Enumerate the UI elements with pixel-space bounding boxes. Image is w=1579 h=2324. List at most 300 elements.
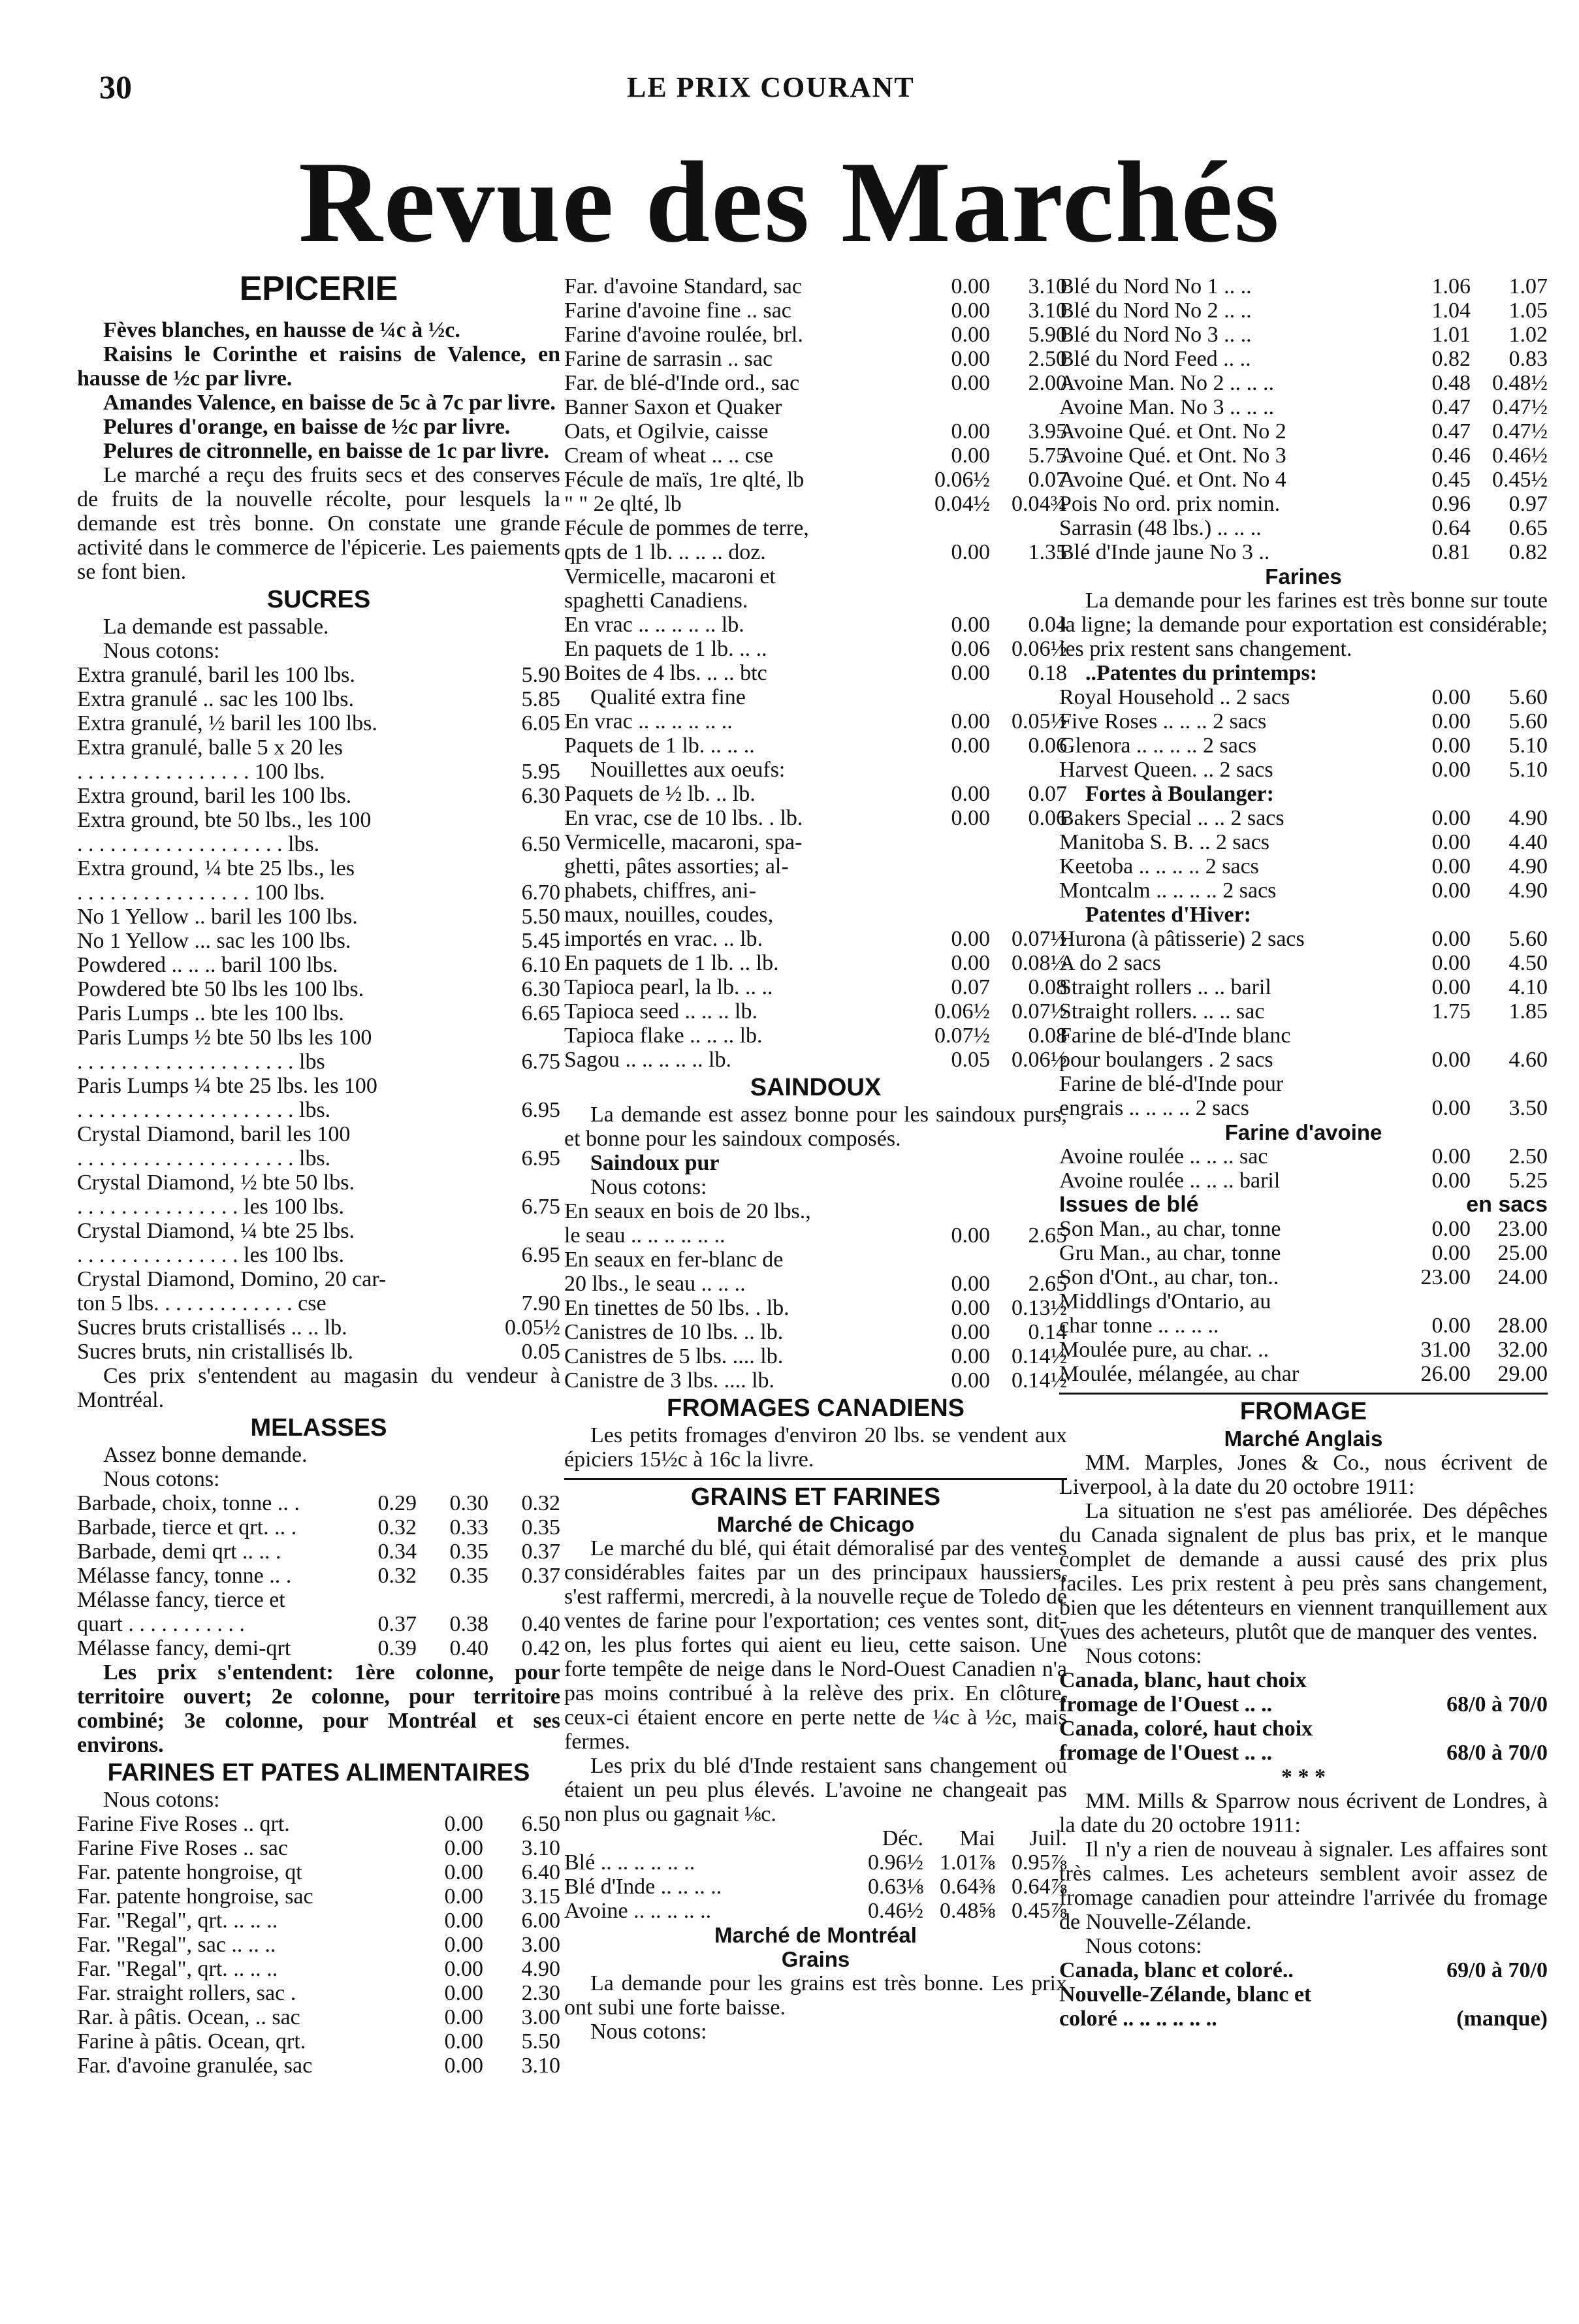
- price-range: [1378, 1982, 1548, 2007]
- price-value: 6.30: [521, 784, 560, 808]
- price-col-2: Mai: [959, 1826, 995, 1850]
- item-label: En seaux en bois de 20 lbs.,: [564, 1199, 811, 1223]
- price-row: [1059, 1982, 1548, 2007]
- price-col-1: Déc.: [882, 1826, 923, 1850]
- paragraph-text: Raisins le Corinthe et raisins de Valence, en hausse de ½c par livre.: [77, 342, 560, 391]
- price-high: 1.85: [1508, 999, 1548, 1024]
- paragraph-text: Fèves blanches, en hausse de ¼c à ½c.: [103, 318, 460, 342]
- item-label: Fécule de maïs, 1re qlté, lb: [564, 468, 805, 492]
- price-row: [1059, 1289, 1548, 1314]
- item-label: Blé du Nord Feed .. ..: [1059, 347, 1251, 371]
- price-high: 5.60: [1508, 927, 1548, 951]
- price-row: [564, 1248, 1067, 1272]
- price-row: [564, 395, 1067, 419]
- item-label: No 1 Yellow ... sac les 100 lbs.: [77, 929, 351, 953]
- item-label: Mélasse fancy, tonne .. .: [77, 1564, 292, 1588]
- price-row: [1059, 830, 1548, 854]
- price-row: [1059, 1144, 1548, 1169]
- price-col-2: 0.35: [449, 1540, 488, 1564]
- price-low: 0.00: [1431, 1169, 1471, 1193]
- price-col-3: 0.32: [521, 1491, 560, 1515]
- price-low: 0.00: [951, 299, 990, 323]
- price-row: [1059, 1958, 1548, 1982]
- item-label: Paris Lumps ½ bte 50 lbs les 100: [77, 1025, 372, 1050]
- price-row: [1059, 1217, 1548, 1241]
- item-label: Canistres de 5 lbs. .... lb.: [564, 1344, 784, 1368]
- price-high: [990, 854, 1067, 879]
- paragraph: [564, 1536, 1067, 1826]
- price-low: 0.00: [951, 323, 990, 347]
- section-heading: MELASSES: [250, 1414, 387, 1442]
- price-high: 1.07: [1508, 274, 1548, 299]
- paragraph-text: La demande est passable.: [103, 615, 329, 639]
- price-row: [1059, 951, 1548, 975]
- price-low: 0.00: [444, 1981, 483, 2005]
- price-low: [913, 395, 990, 419]
- price-row: [564, 879, 1067, 903]
- price-row: [1059, 323, 1548, 347]
- price-low: 0.46: [1431, 444, 1471, 468]
- item-label: Powdered bte 50 lbs les 100 lbs.: [77, 977, 364, 1001]
- price-col-1: 0.32: [377, 1515, 417, 1540]
- price-col-2: 0.30: [449, 1491, 488, 1515]
- price-value: 6.75: [521, 1195, 560, 1219]
- price-low: 0.47: [1431, 395, 1471, 419]
- price-low: 0.64: [1431, 516, 1471, 540]
- price-high: 1.02: [1508, 323, 1548, 347]
- price-row: [564, 468, 1067, 492]
- item-label: Vermicelle, macaroni, spa-: [564, 830, 803, 854]
- paragraph-text: Les prix du blé d'Inde restaient sans changement ou étaient un peu plus élevés. L'avoine ne changeait pas non plus ou gagnait ⅛c.: [564, 1754, 1067, 1826]
- price-row: [564, 419, 1067, 444]
- price-low: 0.47: [1431, 419, 1471, 444]
- item-label: le seau .. .. .. .. .. ..: [564, 1223, 726, 1248]
- item-label: Extra ground, bte 50 lbs., les 100: [77, 808, 372, 832]
- item-label: Crystal Diamond, baril les 100: [77, 1122, 351, 1146]
- price-row: [1059, 1362, 1548, 1386]
- price-low: 1.01: [1431, 323, 1471, 347]
- column-2: [564, 274, 1067, 2044]
- price-row: [77, 1636, 560, 1660]
- price-low: 0.00: [1431, 879, 1471, 903]
- price-high: 1.35: [1028, 540, 1067, 564]
- item-label: ghetti, pâtes assorties; al-: [564, 854, 789, 879]
- price-row: [1059, 709, 1548, 734]
- item-label: En vrac .. .. .. .. .. ..: [564, 709, 733, 734]
- price-row: [1059, 274, 1548, 299]
- price-high: 4.50: [1508, 951, 1548, 975]
- paragraph-text: Les petits fromages d'environ 20 lbs. se vendent aux épiciers 15½c à 16c la livre.: [564, 1423, 1067, 1472]
- price-high: 0.13½: [1012, 1296, 1067, 1320]
- price-value: [488, 735, 560, 760]
- paragraph-text: MM. Mills & Sparrow nous écrivent de Londres, à la date du 20 octobre 1911:: [1059, 1789, 1548, 1837]
- item-label: Blé .. .. .. .. .. ..: [564, 1850, 695, 1875]
- price-row: [1059, 347, 1548, 371]
- price-value: 6.75: [521, 1050, 560, 1074]
- price-col-2: 1.01⅞: [940, 1850, 995, 1875]
- item-label: Far. de blé-d'Inde ord., sac: [564, 371, 800, 395]
- price-header: [1059, 1193, 1548, 1217]
- price-row: [1059, 516, 1548, 540]
- price-value: 5.90: [521, 663, 560, 687]
- price-value: 5.45: [521, 929, 560, 953]
- paragraph-text: La demande pour les farines est très bonne sur toute la ligne; la demande pour exportation est considérable; les prix restent sans changement.: [1059, 589, 1548, 661]
- price-row: [1059, 1314, 1548, 1338]
- price-high: 2.65: [1028, 1272, 1067, 1296]
- item-label: Oats, et Ogilvie, caisse: [564, 419, 769, 444]
- item-label: En paquets de 1 lb. .. ..: [564, 637, 767, 661]
- price-low: 0.96: [1431, 492, 1471, 516]
- price-low: 0.00: [951, 734, 990, 758]
- paragraph: [77, 318, 560, 463]
- price-low: [913, 564, 990, 589]
- item-label: Paris Lumps ¼ bte 25 lbs. les 100: [77, 1074, 377, 1098]
- price-value: [488, 856, 560, 880]
- price-row: [77, 1195, 560, 1219]
- price-high: 5.10: [1508, 734, 1548, 758]
- column-1: [77, 270, 560, 2078]
- price-range: [1378, 1717, 1548, 1741]
- price-row: [77, 1050, 560, 1074]
- item-label: Paquets de 1 lb. .. .. ..: [564, 734, 755, 758]
- price-row: [77, 784, 560, 808]
- price-low: 0.07: [951, 975, 990, 999]
- item-label: . . . . . . . . . . . . . . . . . . . . lbs: [77, 1050, 325, 1074]
- item-label: Crystal Diamond, ½ bte 50 lbs.: [77, 1170, 355, 1195]
- item-label: Blé d'Inde .. .. .. ..: [564, 1875, 722, 1899]
- price-high: 4.60: [1508, 1048, 1548, 1072]
- item-label: En vrac .. .. .. .. .. lb.: [564, 613, 744, 637]
- item-label: phabets, chiffres, ani-: [564, 879, 756, 903]
- price-low: 0.48: [1431, 371, 1471, 395]
- item-label: Avoine roulée .. .. .. baril: [1059, 1169, 1281, 1193]
- price-value: [488, 1122, 560, 1146]
- running-head: LE PRIX COURANT: [627, 71, 915, 103]
- price-high: 29.00: [1497, 1362, 1548, 1386]
- price-low: 0.00: [444, 1812, 483, 1836]
- item-label: Tapioca flake .. .. .. lb.: [564, 1024, 763, 1048]
- item-label: qpts de 1 lb. .. .. .. doz.: [564, 540, 766, 564]
- price-row: [77, 1860, 560, 1884]
- price-row: [564, 782, 1067, 806]
- price-high: [1471, 1072, 1548, 1096]
- price-low: [913, 879, 990, 903]
- item-label: Avoine Qué. et Ont. No 4: [1059, 468, 1286, 492]
- price-header-label: Issues de blé: [1059, 1192, 1199, 1217]
- price-row: [77, 1146, 560, 1170]
- price-high: 5.60: [1508, 685, 1548, 709]
- price-low: 0.00: [1431, 1241, 1471, 1265]
- price-high: 25.00: [1497, 1241, 1548, 1265]
- price-row: [564, 806, 1067, 830]
- price-high: 0.14: [1028, 1320, 1067, 1344]
- list-label: Nous cotons:: [1085, 1934, 1202, 1958]
- price-row: [77, 687, 560, 711]
- price-high: [990, 1199, 1067, 1223]
- price-row: [77, 1267, 560, 1291]
- separator-stars: * * *: [1281, 1765, 1326, 1789]
- price-high: [990, 516, 1067, 540]
- item-label: " " 2e qlté, lb: [564, 492, 682, 516]
- price-value: 6.30: [521, 977, 560, 1001]
- price-row: [77, 832, 560, 856]
- item-label: Farine Five Roses .. sac: [77, 1836, 288, 1860]
- price-row: [1059, 468, 1548, 492]
- price-low: 0.00: [1431, 951, 1471, 975]
- price-row: [77, 1219, 560, 1243]
- price-row: [77, 1170, 560, 1195]
- price-row: [77, 735, 560, 760]
- price-high: [990, 395, 1067, 419]
- price-row: [1059, 927, 1548, 951]
- price-value: [488, 1170, 560, 1195]
- price-high: 5.90: [1028, 323, 1067, 347]
- item-label: Mélasse fancy, tierce et: [77, 1588, 285, 1612]
- price-row: [77, 1812, 560, 1836]
- price-col-3: [488, 1588, 560, 1612]
- price-low: 0.00: [1431, 854, 1471, 879]
- price-row: [1059, 1169, 1548, 1193]
- price-row: [564, 1048, 1067, 1072]
- price-low: 0.00: [951, 371, 990, 395]
- price-low: 0.00: [951, 540, 990, 564]
- price-row: [1059, 975, 1548, 999]
- item-label: Vermicelle, macaroni et: [564, 564, 776, 589]
- price-low: 0.00: [1431, 975, 1471, 999]
- price-row: [77, 2005, 560, 2029]
- item-label: Far. patente hongroise, qt: [77, 1860, 302, 1884]
- price-row: [564, 1223, 1067, 1248]
- price-value: 0.05½: [505, 1315, 560, 1340]
- item-label: Extra ground, ¼ bte 25 lbs., les: [77, 856, 355, 880]
- price-row: [564, 1850, 1067, 1875]
- price-high: [990, 830, 1067, 854]
- price-row: [564, 564, 1067, 589]
- list-label: Nous cotons:: [103, 1788, 220, 1812]
- price-row: [1059, 299, 1548, 323]
- price-row: [1059, 444, 1548, 468]
- item-label: Sucres bruts, nin cristallisés lb.: [77, 1340, 354, 1364]
- price-row: [1059, 395, 1548, 419]
- price-row: [77, 1981, 560, 2005]
- price-col-1: 0.39: [377, 1636, 417, 1660]
- price-high: 2.30: [521, 1981, 560, 2005]
- price-high: 4.10: [1508, 975, 1548, 999]
- price-low: 0.04½: [934, 492, 990, 516]
- price-high: 0.05½: [1012, 709, 1067, 734]
- item-label: Son d'Ont., au char, ton..: [1059, 1265, 1279, 1289]
- price-high: 3.10: [1028, 299, 1067, 323]
- item-label: Fécule de pommes de terre,: [564, 516, 809, 540]
- price-row: [564, 854, 1067, 879]
- item-label: . . . . . . . . . . . . . . . . . . . . lbs.: [77, 1146, 331, 1170]
- price-high: [1471, 1289, 1548, 1314]
- price-low: 0.00: [1431, 927, 1471, 951]
- price-low: [913, 516, 990, 540]
- item-label: Far. "Regal", qrt. .. .. ..: [77, 1909, 278, 1933]
- price-value: 5.85: [521, 687, 560, 711]
- item-label: quart . . . . . . . . . . .: [77, 1612, 245, 1636]
- price-row: [77, 1909, 560, 1933]
- item-label: Cream of wheat .. .. cse: [564, 444, 774, 468]
- price-row: [564, 613, 1067, 637]
- item-label: Sarrasin (48 lbs.) .. .. ..: [1059, 516, 1262, 540]
- item-label: engrais .. .. .. .. 2 sacs: [1059, 1096, 1249, 1120]
- price-row: [564, 1199, 1067, 1223]
- price-high: 3.00: [521, 1933, 560, 1957]
- price-row: [77, 1540, 560, 1564]
- item-label: Extra granulé .. sac les 100 lbs.: [77, 687, 354, 711]
- item-label: Far. patente hongroise, sac: [77, 1884, 313, 1909]
- item-label: Farine de blé-d'Inde blanc: [1059, 1024, 1291, 1048]
- item-label: pour boulangers . 2 sacs: [1059, 1048, 1273, 1072]
- price-high: 0.48½: [1492, 371, 1548, 395]
- item-label: Straight rollers. .. .. sac: [1059, 999, 1265, 1024]
- price-row: [77, 856, 560, 880]
- item-label: Farine d'avoine roulée, brl.: [564, 323, 803, 347]
- item-label: Far. "Regal", qrt. .. .. ..: [77, 1957, 278, 1981]
- price-row: [1059, 1668, 1548, 1692]
- price-low: 0.00: [951, 709, 990, 734]
- price-high: 0.06: [1028, 806, 1067, 830]
- price-high: 0.06½: [1012, 637, 1067, 661]
- item-label: Avoine Qué. et Ont. No 2: [1059, 419, 1286, 444]
- price-row: [564, 1875, 1067, 1899]
- price-row: [77, 663, 560, 687]
- price-value: [488, 808, 560, 832]
- price-low: [913, 903, 990, 927]
- item-label: Crystal Diamond, Domino, 20 car-: [77, 1267, 387, 1291]
- price-row: [77, 905, 560, 929]
- price-row: [564, 1344, 1067, 1368]
- price-low: 0.00: [1431, 1144, 1471, 1169]
- item-label: fromage de l'Ouest .. ..: [1059, 1692, 1273, 1717]
- price-low: 1.06: [1431, 274, 1471, 299]
- price-low: 0.00: [951, 613, 990, 637]
- section-heading: SAINDOUX: [750, 1074, 882, 1101]
- price-high: 0.45½: [1492, 468, 1548, 492]
- price-low: 0.00: [444, 1860, 483, 1884]
- item-label: Far. d'avoine Standard, sac: [564, 274, 802, 299]
- price-high: 4.90: [1508, 879, 1548, 903]
- price-low: [913, 589, 990, 613]
- price-row: [77, 929, 560, 953]
- price-row: [1059, 371, 1548, 395]
- price-row: [1059, 806, 1548, 830]
- item-label: Royal Household .. 2 sacs: [1059, 685, 1290, 709]
- price-row: [1059, 854, 1548, 879]
- section-heading: EPICERIE: [239, 270, 398, 308]
- price-high: [990, 564, 1067, 589]
- price-col-2: 0.40: [449, 1636, 488, 1660]
- price-low: 0.00: [951, 419, 990, 444]
- price-high: 28.00: [1497, 1314, 1548, 1338]
- price-row: [564, 927, 1067, 951]
- price-low: 0.07½: [934, 1024, 990, 1048]
- price-high: 0.08½: [1012, 951, 1067, 975]
- item-label: char tonne .. .. .. ..: [1059, 1314, 1219, 1338]
- price-value: 6.65: [521, 1001, 560, 1025]
- item-label: Extra granulé, ½ baril les 100 lbs.: [77, 711, 377, 735]
- item-label: Avoine Man. No 3 .. .. ..: [1059, 395, 1274, 419]
- price-row: [564, 444, 1067, 468]
- price-high: 0.47½: [1492, 419, 1548, 444]
- price-col-3: 0.35: [521, 1515, 560, 1540]
- item-label: Barbade, demi qrt .. .. .: [77, 1540, 281, 1564]
- price-high: 5.60: [1508, 709, 1548, 734]
- price-low: [913, 854, 990, 879]
- price-high: 0.97: [1508, 492, 1548, 516]
- price-row: [77, 711, 560, 735]
- item-label: Middlings d'Ontario, au: [1059, 1289, 1271, 1314]
- price-col-3: 0.64⅞: [1012, 1875, 1067, 1899]
- item-label: Canada, coloré, haut choix: [1059, 1717, 1313, 1741]
- price-col-2: 0.38: [449, 1612, 488, 1636]
- price-row: [1059, 492, 1548, 516]
- item-label: En vrac, cse de 10 lbs. . lb.: [564, 806, 803, 830]
- price-row: [564, 903, 1067, 927]
- paragraph: [77, 1443, 560, 1467]
- price-row: [77, 953, 560, 977]
- price-row: [77, 1098, 560, 1122]
- price-high: 2.50: [1028, 347, 1067, 371]
- price-row: [77, 1564, 560, 1588]
- price-low: 0.05: [951, 1048, 990, 1072]
- subsection-heading: Marché de Montréal: [714, 1923, 917, 1947]
- item-label: Canada, blanc et coloré..: [1059, 1958, 1294, 1982]
- price-low: 0.00: [444, 1933, 483, 1957]
- item-label: Extra granulé, balle 5 x 20 les: [77, 735, 343, 760]
- price-row: [77, 1001, 560, 1025]
- item-label: . . . . . . . . . . . . . . . les 100 lbs.: [77, 1195, 344, 1219]
- section-heading: FROMAGES CANADIENS: [666, 1395, 965, 1422]
- paragraph-text: Pelures de citronnelle, en baisse de 1c par livre.: [103, 439, 550, 463]
- price-header-unit: en sacs: [1466, 1192, 1548, 1217]
- paragraph-text: Amandes Valence, en baisse de 5c à 7c par livre.: [103, 391, 556, 415]
- price-low: 0.00: [1431, 830, 1471, 854]
- item-label: fromage de l'Ouest .. ..: [1059, 1741, 1273, 1765]
- paragraph: [564, 1971, 1067, 2020]
- price-high: 3.50: [1508, 1096, 1548, 1120]
- price-high: 4.90: [1508, 854, 1548, 879]
- price-row: [1059, 1265, 1548, 1289]
- divider: [1059, 1393, 1548, 1395]
- price-high: 5.75: [1028, 444, 1067, 468]
- price-row: [77, 1884, 560, 1909]
- price-high: [1471, 1024, 1548, 1048]
- item-label: Avoine Man. No 2 .. .. ..: [1059, 371, 1274, 395]
- price-value: 5.50: [521, 905, 560, 929]
- item-label: Farine à pâtis. Ocean, qrt.: [77, 2029, 306, 2054]
- list-label: Nous cotons:: [590, 1175, 707, 1199]
- paragraph: [1059, 589, 1548, 661]
- list-label: Nous cotons:: [103, 639, 220, 663]
- price-low: 0.00: [951, 951, 990, 975]
- price-low: 0.00: [1431, 1217, 1471, 1241]
- price-high: [990, 589, 1067, 613]
- price-row: [1059, 1241, 1548, 1265]
- price-low: 0.00: [1431, 685, 1471, 709]
- price-high: 5.10: [1508, 758, 1548, 782]
- price-row: [564, 323, 1067, 347]
- price-high: 6.50: [521, 1812, 560, 1836]
- item-label: A do 2 sacs: [1059, 951, 1161, 975]
- item-label: Hurona (à pâtisserie) 2 sacs: [1059, 927, 1305, 951]
- price-row: [564, 999, 1067, 1024]
- price-row: [564, 637, 1067, 661]
- section-heading: FARINES ET PATES ALIMENTAIRES: [107, 1759, 530, 1786]
- price-low: [1394, 1072, 1471, 1096]
